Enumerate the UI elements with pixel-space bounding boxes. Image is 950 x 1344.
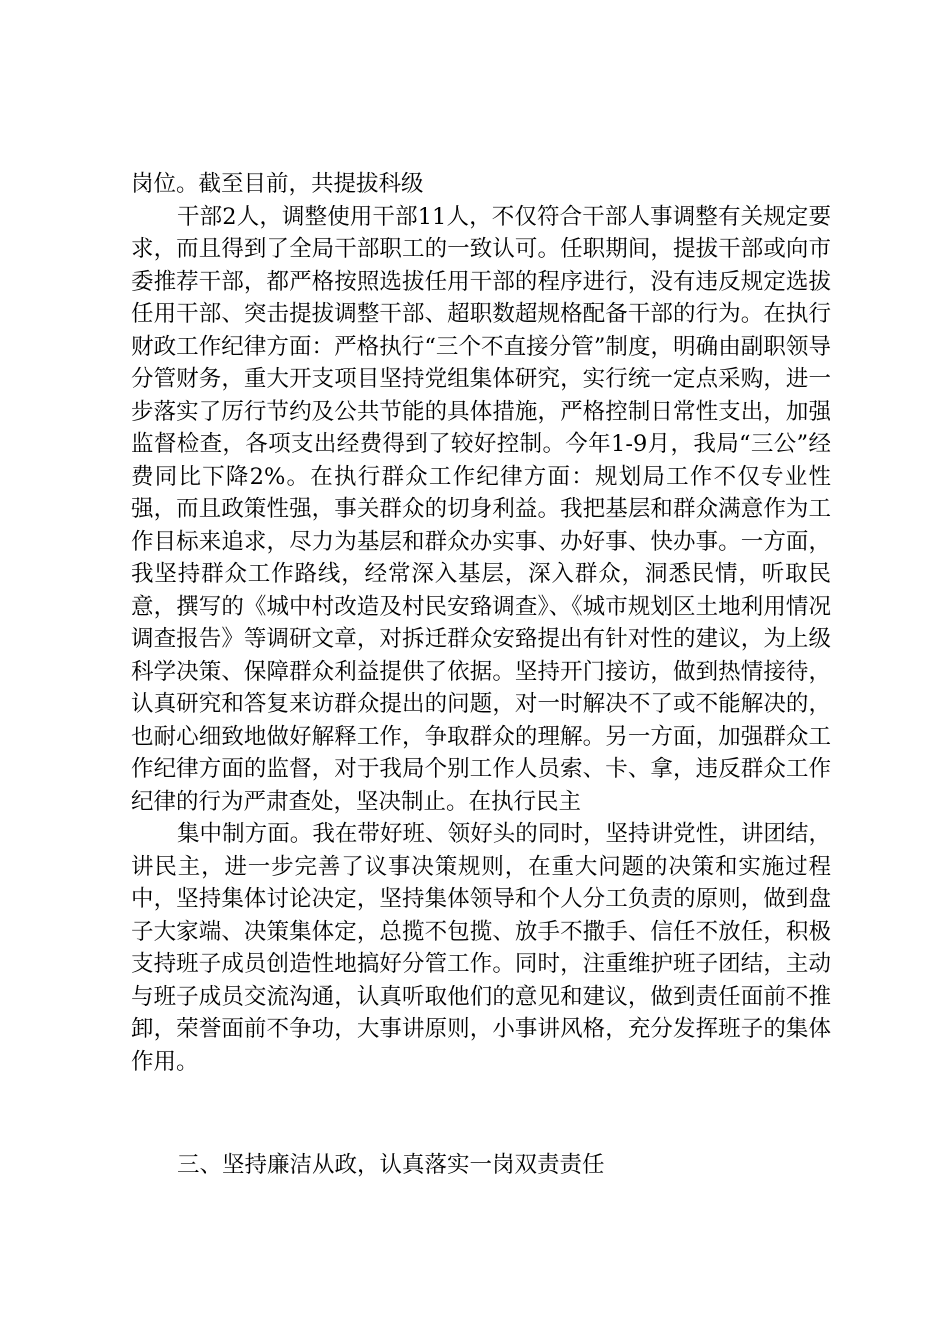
body-text xyxy=(131,168,831,1078)
paragraph-cadre-discipline: 干部2人，调整使用干部11人，不仅符合干部人事调整有关规定要求，而且得到了全局干部职工的一致认可。任职期间，提拔干部或向市委推荐干部，都严格按照选拔任用干部的程序进行，没有违反规定选拔任用干部、突击提拔调整干部、超职数超规格配备干部的行为。在执行财政工作纪律方面：严格执行“三个不直接分管”制度，明确由副职领导分管财务，重大开支项目坚持党组集体研究，实行统一定点采购，进一步落实了厉行节约及公共节能的具体措施，严格控制日常性支出，加强监督检查，各项支出经费得到了较好控制。今年1-9月，我局“三公”经费同比下降2%。在执行群众工作纪律方面：规划局工作不仅专业性强，而且政策性强，事关群众的切身利益。我把基层和群众满意作为工作目标来追求，尽力为基层和群众办实事、办好事、快办事。一方面，我坚持群众工作路线，经常深入基层，深入群众，洞悉民情，听取民意，撰写的《城中村改造及村民安臵调查》、《城市规划区土地利用情况调查报告》等调研文章，对拆迁群众安臵提出有针对性的建议，为上级科学决策、保障群众利益提供了依据。坚持开门接访，做到热情接待，认真研究和答复来访群众提出的问题，对一时解决不了或不能解决的，也耐心细致地做好解释工作，争取群众的理解。另一方面，加强群众工作纪律方面的监督，对于我局个别工作人员索、卡、拿，违反群众工作纪律的行为严肃查处，坚决制止。在执行民主 xyxy=(131,203,831,815)
section-heading: 三、坚持廉洁从政，认真落实一岗双责责任 xyxy=(177,1152,605,1178)
paragraph-democratic-centralism: 集中制方面。我在带好班、领好头的同时，坚持讲党性，讲团结，讲民主，进一步完善了议事决策规则，在重大问题的决策和实施过程中，坚持集体讨论决定，坚持集体领导和个人分工负责的原则，做到盘子大家端、决策集体定，总揽不包揽、放手不撒手、信任不放任，积极支持班子成员创造性地搞好分管工作。同时，注重维护班子团结，主动与班子成员交流沟通，认真听取他们的意见和建议，做到责任面前不推卸，荣誉面前不争功，大事讲原则，小事讲风格，充分发挥班子的集体作用。 xyxy=(131,821,831,1075)
paragraph-fragment: 岗位。截至目前，共提拔科级 xyxy=(131,171,424,197)
